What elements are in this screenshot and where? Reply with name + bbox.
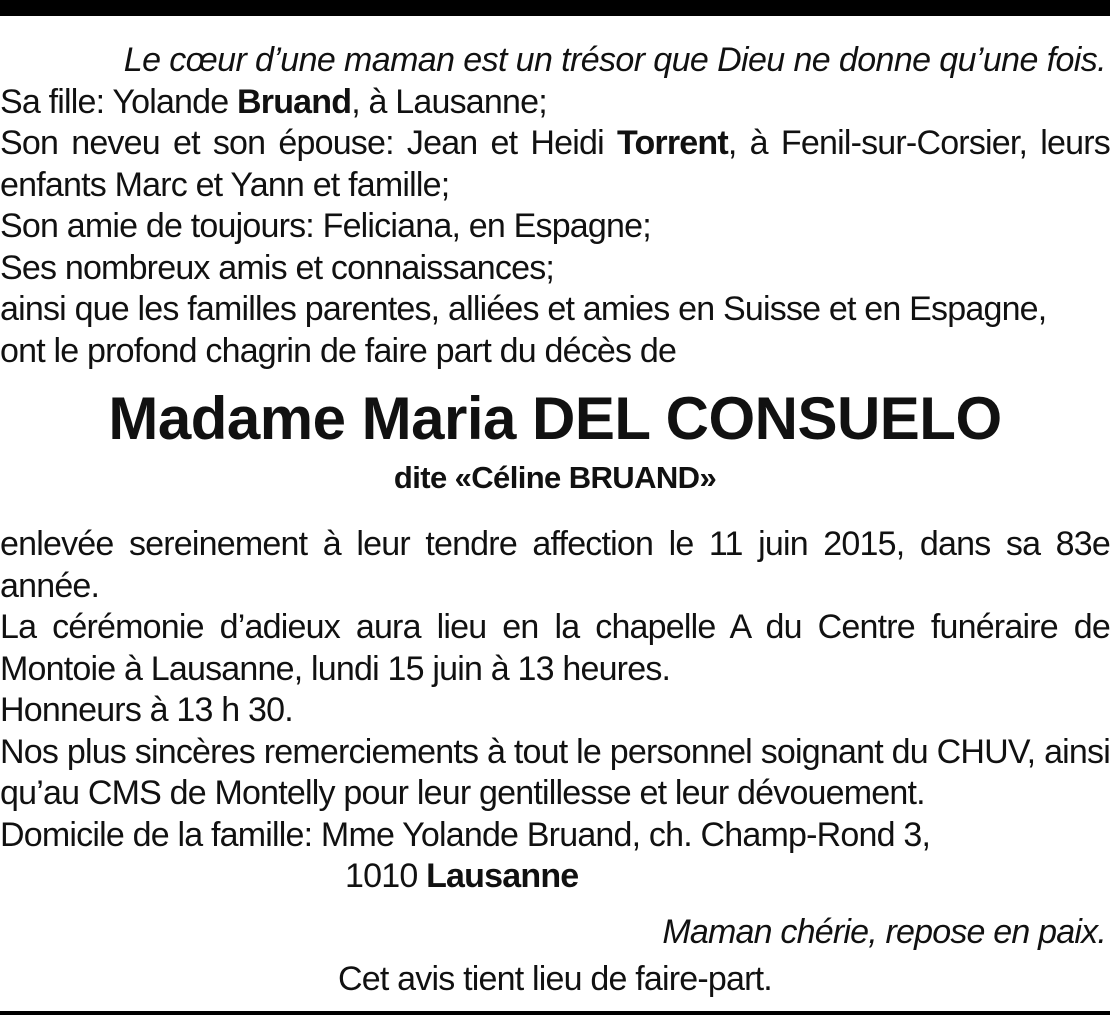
- top-border-rule: [0, 0, 1110, 16]
- obituary-notice: [0, 40, 1110, 1001]
- nephew-line: [0, 123, 1110, 165]
- domicile-line: Domicile de la famille: Mme Yolande Bruand, ch. Champ-Rond 3,: [0, 815, 931, 854]
- postcode: 1010: [345, 857, 427, 895]
- city-name: Lausanne: [426, 857, 579, 895]
- nephew-prefix: Son neveu et son épouse: Jean et Heidi: [0, 124, 617, 162]
- ceremony-line-1: La cérémonie d’adieux aura lieu en la chapelle A du Centre funéraire de: [0, 608, 1110, 646]
- daughter-prefix: Sa fille: Yolande: [0, 82, 238, 121]
- ceremony-line-2: Montoie à Lausanne, lundi 15 juin à 13 heures.: [0, 649, 671, 688]
- bottom-border-rule: [0, 1011, 1110, 1015]
- death-line: enlevée sereinement à leur tendre affection le 11 juin 2015, dans sa 83e année.: [0, 525, 1110, 605]
- thanks-line-2: qu’au CMS de Montelly pour leur gentillesse et leur dévouement.: [0, 774, 925, 812]
- honours-line: Honneurs à 13 h 30.: [0, 691, 293, 729]
- thanks-line-1: Nos plus sincères remerciements à tout le personnel soignant du CHUV, ainsi: [0, 732, 1110, 771]
- relatives-line: ainsi que les familles parentes, alliées et amies en Suisse et en Espagne,: [0, 290, 1047, 328]
- section-spacer: [0, 498, 1110, 524]
- friends-line: Ses nombreux amis et connaissances;: [0, 248, 555, 287]
- deceased-name: Madame Maria DEL CONSUELO: [108, 385, 1002, 452]
- nephew-surname: Torrent: [617, 124, 728, 162]
- farewell-line: Maman chérie, repose en paix.: [662, 912, 1106, 951]
- epigraph-quote: Le cœur d’une maman est un trésor que Dieu ne donne qu’une fois.: [123, 41, 1106, 79]
- daughter-surname: Bruand: [237, 82, 352, 121]
- deceased-alias: dite «Céline BRUAND»: [393, 460, 717, 495]
- friend-line: Son amie de toujours: Feliciana, en Espagne;: [0, 207, 651, 245]
- nephew-suffix: , à Fenil-sur-Corsier, leurs: [727, 124, 1110, 162]
- announce-line: ont le profond chagrin de faire part du décès de: [0, 331, 677, 370]
- notice-line: Cet avis tient lieu de faire-part.: [338, 960, 772, 998]
- daughter-suffix: , à Lausanne;: [351, 82, 547, 121]
- nephew-line-2: enfants Marc et Yann et famille;: [0, 165, 450, 204]
- address-city-line: [0, 856, 1110, 898]
- daughter-line: [0, 82, 1110, 124]
